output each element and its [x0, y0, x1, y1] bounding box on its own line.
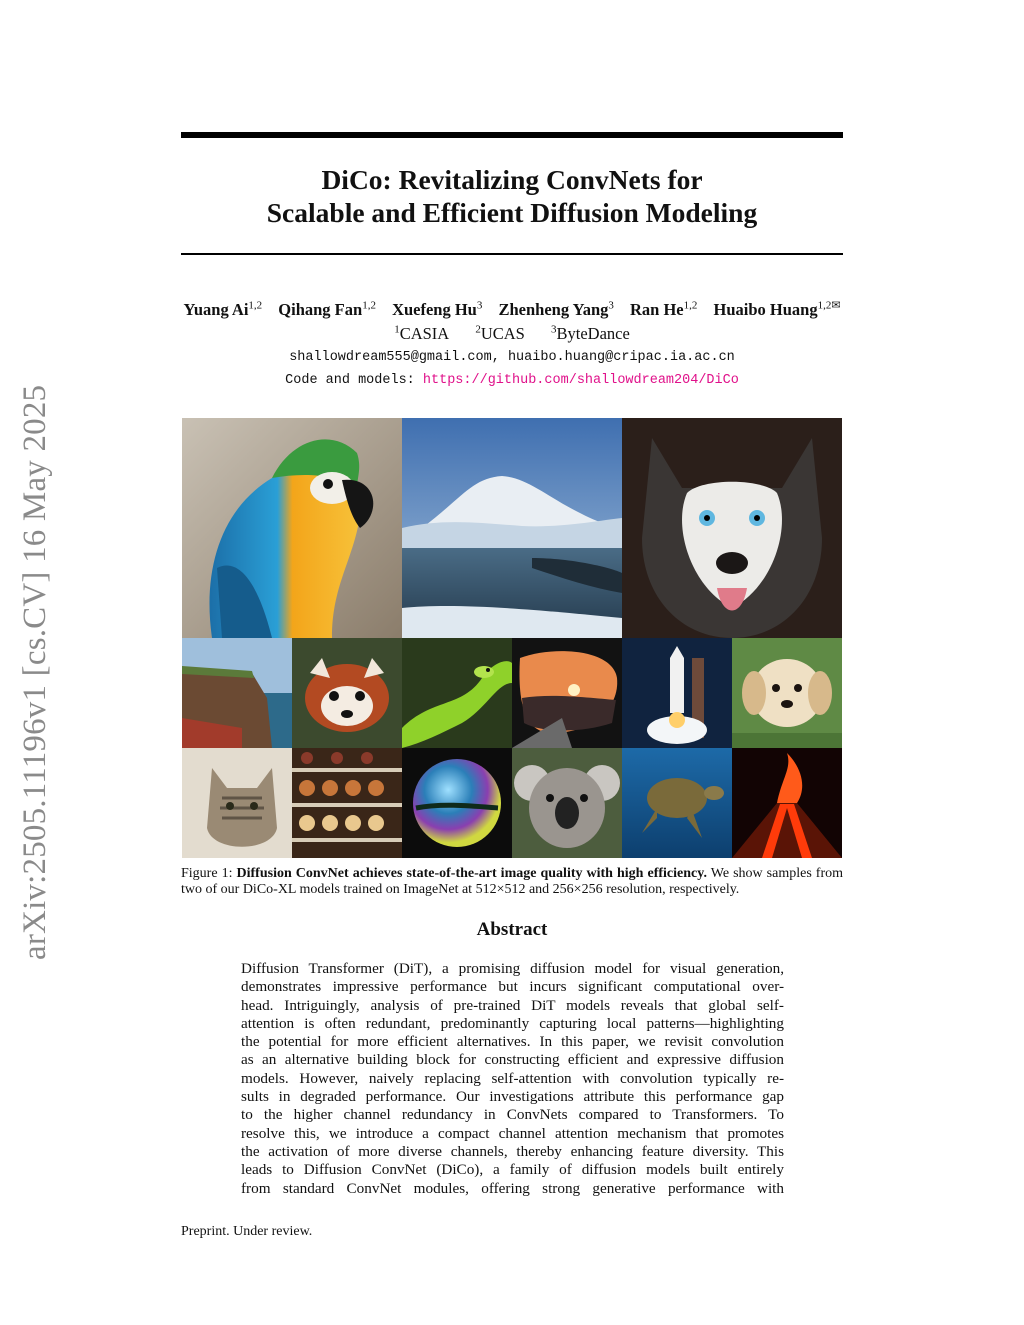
sample-image-green-snake	[402, 638, 512, 748]
author: Ran He$^{1,2}$	[630, 299, 698, 319]
github-link[interactable]: https://github.com/shallowdream204/DiCo	[422, 373, 739, 388]
abstract-line: sults in degraded performance. Our investigations attribute this performance gap	[241, 1088, 784, 1106]
author: Qihang Fan$^{1,2}$	[278, 299, 376, 319]
abstract-line: demonstrates impressive performance but incurs significant computational over-	[241, 978, 784, 996]
abstract-line: leads to Diffusion ConvNet (DiCo), a family of diffusion models built entirely	[241, 1161, 784, 1179]
author: Zhenheng Yang$^3$	[498, 299, 614, 319]
title-bottom-rule	[181, 253, 843, 255]
title-top-rule	[181, 132, 843, 138]
arxiv-identifier-stamp: arXiv:2505.11196v1 [cs.CV] 16 May 2025	[17, 384, 53, 960]
code-availability	[181, 373, 843, 388]
affiliation: $^3$ByteDance	[550, 323, 630, 343]
affiliation: $^1$CASIA	[394, 323, 450, 343]
code-label: Code and models:	[285, 373, 415, 388]
sample-image-husky	[622, 418, 842, 638]
sample-image-sea-turtle	[622, 748, 732, 858]
abstract-body	[241, 960, 784, 1198]
sample-image-soap-bubble	[402, 748, 512, 858]
sample-image-golden-puppy	[732, 638, 842, 748]
author-emails: shallowdream555@gmail.com, huaibo.huang@cripac.ia.ac.cn	[289, 350, 735, 365]
sample-image-koala	[512, 748, 622, 858]
caption-label: Figure 1:	[181, 866, 233, 881]
caption-bold-claim: Diffusion ConvNet achieves state-of-the-art image quality with high efficiency.	[236, 866, 707, 881]
sample-image-tabby-cat	[182, 748, 292, 858]
sample-image-red-panda	[292, 638, 402, 748]
abstract-line: the potential for more efficient alternatives. In this paper, we revisit convolution	[241, 1033, 784, 1051]
abstract-line: from standard ConvNet modules, offering strong generative performance with	[241, 1179, 784, 1197]
abstract-line: head. Intriguingly, analysis of pre-trained DiT models reveals that global self-	[241, 996, 784, 1014]
author-corresponding: Huaibo Huang$^{1,2✉}$	[713, 299, 841, 319]
author: Xuefeng Hu$^3$	[392, 299, 483, 319]
abstract-line: as an alternative building block for constructing efficient and expressive diffusion	[241, 1051, 784, 1069]
abstract-line: attention is often redundant, predominantly capturing local patterns—highlighting	[241, 1014, 784, 1032]
figure-1-sample-grid	[182, 418, 842, 858]
sample-image-space-shuttle-launch	[622, 638, 732, 748]
sample-image-car-mirror-sunset	[512, 638, 622, 748]
sample-image-sea-cliffs	[182, 638, 292, 748]
author-list	[150, 298, 874, 320]
sample-image-mount-fuji	[402, 418, 622, 638]
sample-image-parrot	[182, 418, 402, 638]
abstract-line: to the higher channel redundancy in ConvNets compared to Transformers. To	[241, 1106, 784, 1124]
preprint-footer: Preprint. Under review.	[181, 1224, 313, 1239]
affiliation-list	[181, 323, 843, 344]
abstract-line: resolve this, we introduce a compact channel attention mechanism that promotes	[241, 1124, 784, 1142]
author: Yuang Ai$^{1,2}$	[183, 299, 263, 319]
affiliation: $^2$UCAS	[475, 323, 525, 343]
abstract-line: Diffusion Transformer (DiT), a promising diffusion model for visual generation,	[241, 960, 784, 977]
paper-title-line-2: Scalable and Efficient Diffusion Modeling	[266, 197, 758, 228]
paper-title-line-1: DiCo: Revitalizing ConvNets for	[321, 164, 703, 195]
abstract-line: the activation of more diverse channels, thereby enhancing feature diversity. This	[241, 1142, 784, 1160]
sample-image-volcano-eruption	[732, 748, 842, 858]
abstract-heading: Abstract	[476, 919, 548, 940]
sample-image-pastry-display	[292, 748, 402, 858]
figure-1-caption	[181, 866, 843, 898]
abstract-line: models. However, naively replacing self-attention with convolution typically re-	[241, 1069, 784, 1087]
caption-description: We show samples from two of our DiCo-XL models trained on ImageNet at 512×512 and 256×256 resolution, respectively.	[181, 866, 844, 897]
